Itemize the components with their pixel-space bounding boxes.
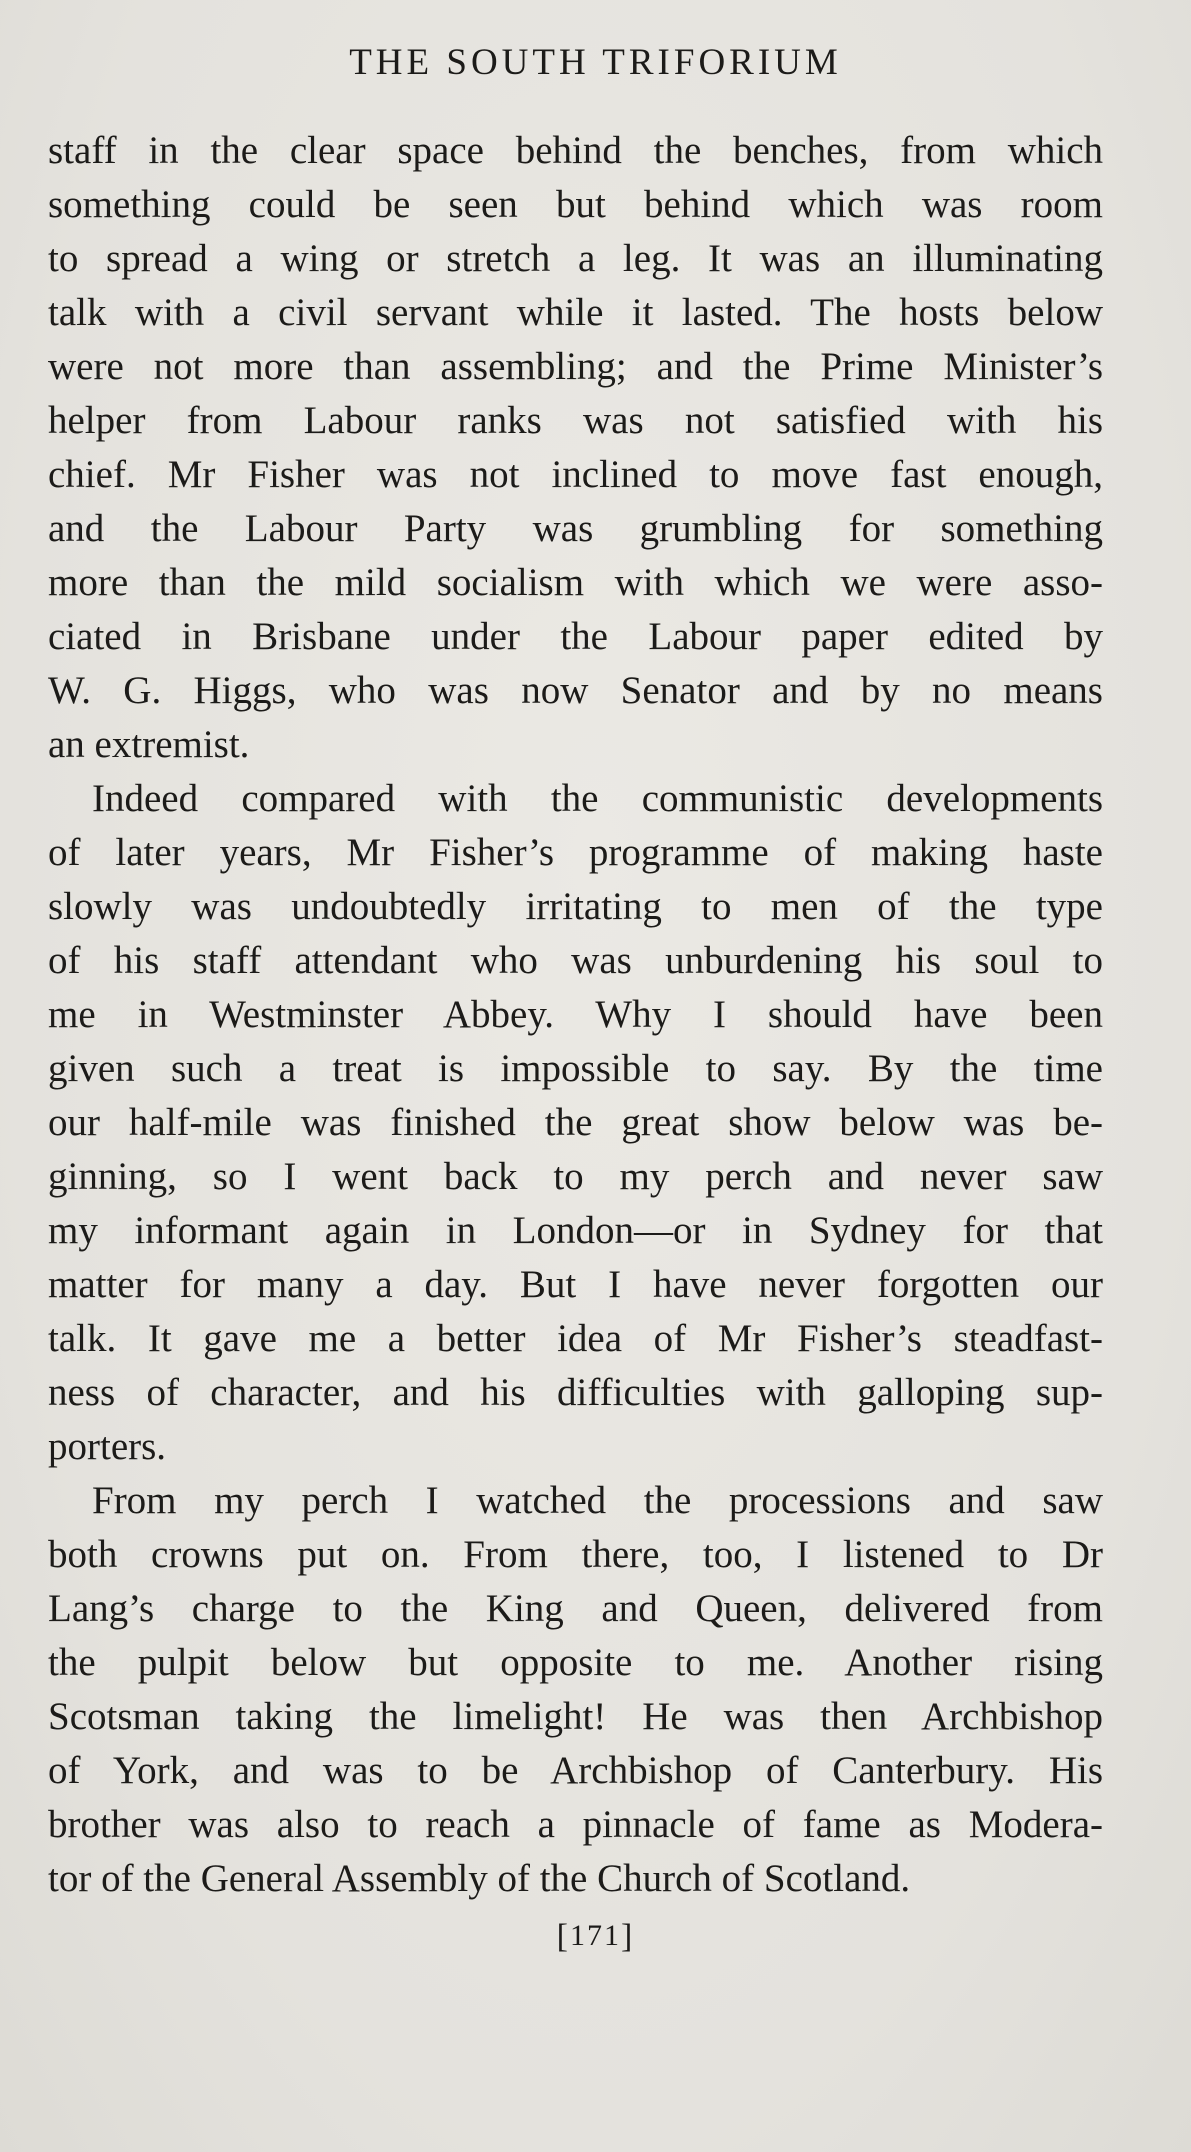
folio-number: 171 — [570, 1919, 621, 1952]
text-line: slowly was undoubtedly irritating to men of the type — [48, 885, 1103, 928]
text-line: more than the mild socialism with which we were asso- — [48, 561, 1103, 604]
text-line: ciated in Brisbane under the Labour paper edited by — [48, 615, 1103, 658]
text-line: brother was also to reach a pinnacle of fame as Modera- — [48, 1803, 1103, 1846]
text-line: Lang’s charge to the King and Queen, delivered from — [48, 1587, 1103, 1630]
text-line: and the Labour Party was grumbling for something — [48, 507, 1103, 550]
text-line: tor of the General Assembly of the Church of Scotland. — [48, 1857, 911, 1900]
text-line: From my perch I watched the processions and saw — [92, 1479, 1103, 1522]
text-line: matter for many a day. But I have never forgotten our — [48, 1263, 1103, 1306]
text-line: ness of character, and his difficulties with galloping sup- — [48, 1371, 1103, 1414]
text-line: of later years, Mr Fisher’s programme of making haste — [48, 831, 1103, 874]
text-line: ginning, so I went back to my perch and never saw — [48, 1155, 1103, 1198]
text-line: helper from Labour ranks was not satisfied with his — [48, 399, 1103, 442]
text-line: my informant again in London—or in Sydney for that — [48, 1209, 1103, 1252]
paragraph — [48, 772, 1103, 1474]
text-line: chief. Mr Fisher was not inclined to move fast enough, — [48, 453, 1103, 496]
text-line: given such a treat is impossible to say. By the time — [48, 1047, 1103, 1090]
text-line: W. G. Higgs, who was now Senator and by no means — [48, 669, 1103, 712]
paragraph — [48, 1474, 1103, 1906]
running-head: THE SOUTH TRIFORIUM — [349, 42, 842, 83]
text-line: talk. It gave me a better idea of Mr Fisher’s steadfast- — [48, 1317, 1103, 1360]
folio-open-bracket: [ — [556, 1918, 570, 1955]
paragraph — [48, 124, 1103, 772]
text-line: Indeed compared with the communistic developments — [92, 777, 1103, 820]
text-line: both crowns put on. From there, too, I listened to Dr — [48, 1533, 1103, 1576]
text-line: our half-mile was finished the great show below was be- — [48, 1101, 1103, 1144]
text-line: me in Westminster Abbey. Why I should have been — [48, 993, 1103, 1036]
body-text — [48, 124, 1103, 1906]
text-line: porters. — [48, 1425, 167, 1468]
text-line: talk with a civil servant while it lasted. The hosts below — [48, 291, 1103, 334]
text-line: of his staff attendant who was unburdening his soul to — [48, 939, 1103, 982]
page-number — [0, 1918, 1191, 1956]
text-line: Scotsman taking the limelight! He was then Archbishop — [48, 1695, 1103, 1738]
text-line: of York, and was to be Archbishop of Canterbury. His — [48, 1749, 1103, 1792]
text-line: an extremist. — [48, 723, 250, 766]
text-line: were not more than assembling; and the Prime Minister’s — [48, 345, 1103, 388]
text-line: to spread a wing or stretch a leg. It was an illuminating — [48, 237, 1103, 280]
text-line: the pulpit below but opposite to me. Another rising — [48, 1641, 1103, 1684]
text-line: staff in the clear space behind the benches, from which — [48, 129, 1103, 172]
text-line: something could be seen but behind which was room — [48, 183, 1103, 226]
folio-close-bracket: ] — [621, 1918, 635, 1955]
